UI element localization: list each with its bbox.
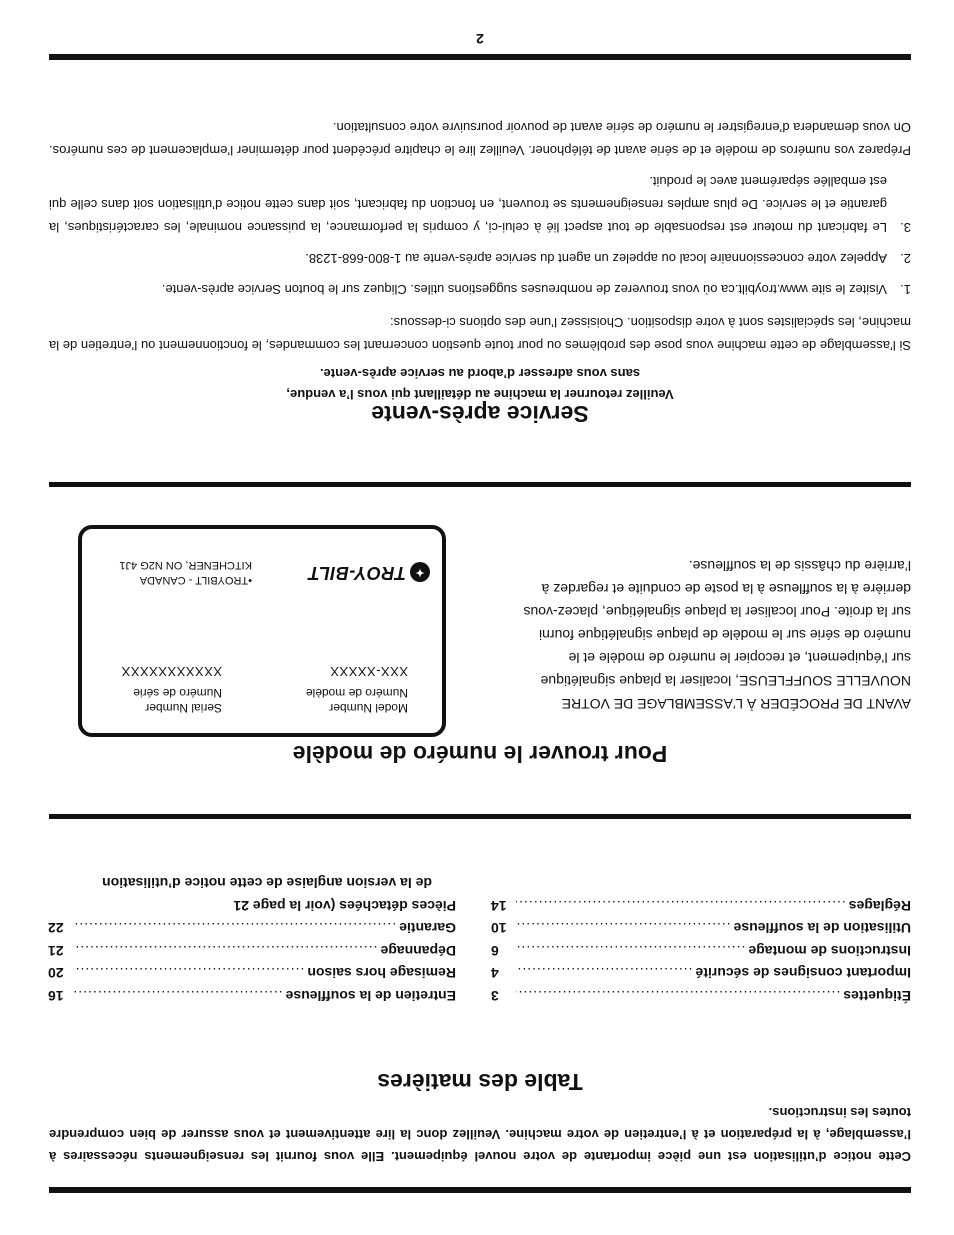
plate-address-line2: KITCHENER, ON N2G 4J1	[119, 559, 252, 571]
service-option-number: 1.	[900, 282, 911, 297]
toc-entry-label: Entretien de la souffleuse	[285, 988, 456, 1004]
toc-leader	[73, 985, 283, 1008]
toc-entry-label: Important consignes de sécurité	[695, 965, 911, 982]
toc-entry-page: 3	[491, 988, 499, 1004]
toc-leader	[516, 917, 731, 940]
page-number: 2	[476, 31, 484, 47]
toc-entry-note: de la version anglaise de cette notice d’utilisation	[102, 875, 432, 892]
toc-entry-securite[interactable]	[491, 962, 911, 985]
service-option-number: 3.	[900, 220, 911, 235]
service-subtitle	[49, 363, 911, 405]
service-body	[49, 106, 911, 357]
service-option-text: Visitez le site www.troybilt.ca où vous trouverez de nombreuses suggestions utiles. Cliquez sur le bouton Service après-vente.	[161, 282, 887, 297]
toc-entry-etiquettes[interactable]	[491, 985, 911, 1008]
service-option-text: Appelez votre concessionnaire local ou appelez un agent du service après-vente au 1-800-668-1238.	[305, 251, 887, 266]
plate-address	[119, 557, 252, 587]
toc-entry-label: Pièces détachées (voir la page 21	[233, 898, 456, 914]
service-option	[49, 278, 911, 301]
service-option-number: 2.	[900, 251, 911, 266]
plate-serial-label-en: Serial Number	[145, 701, 222, 715]
toc-right-column	[48, 872, 456, 1007]
brand-wordmark: TROY-BILT	[308, 563, 406, 583]
model-section-title: Pour trouver le numéro de modèle	[292, 741, 668, 767]
toc-entry-label: Garantie	[399, 920, 456, 937]
service-section-title: Service après-vente	[371, 401, 589, 427]
service-option	[49, 247, 911, 270]
toc-entry-page: 16	[48, 988, 64, 1004]
plate-model-column	[306, 664, 408, 715]
toc-leader	[73, 962, 304, 985]
intro-paragraph: Cette notice d’utilisation est une pièce importante de votre nouvel équipement. Elle vous fournit les renseignements nécessaires à l’assemblage, à la préparation et à l’entretien de votre machine. Veuillez donc la lire attentivement et vous assurer de bien comprendre toutes les instructions.	[49, 1105, 911, 1164]
toc-leader	[516, 895, 846, 918]
model-plate-illustration	[78, 525, 446, 737]
toc-entry-pieces[interactable]	[48, 895, 456, 918]
plate-model-value: XXX-XXXXX	[329, 664, 408, 679]
top-divider	[49, 1187, 911, 1193]
toc-entry-page: 6	[491, 943, 499, 959]
toc-entry-entretien[interactable]	[48, 985, 456, 1008]
toc-entry-page: 20	[48, 965, 64, 982]
brand-badge-icon: ✦	[410, 563, 430, 583]
toc-entry-label: Utilisation de la souffleuse	[733, 920, 911, 937]
toc-entry-label: Étiquettes	[843, 988, 911, 1004]
toc-entry-page: 21	[48, 943, 64, 959]
service-options-list	[49, 170, 911, 301]
toc-entry-reglages[interactable]	[491, 895, 911, 918]
toc-entry-page: 4	[491, 965, 499, 982]
toc-entry-label: Dépannage	[380, 943, 456, 959]
toc-entry-label: Réglages	[848, 898, 911, 914]
service-subtitle-line1: Veuillez retourner la machine au détaillant qui vous l’a vendue,	[286, 387, 674, 402]
service-subtitle-line2: sans vous adresser d’abord au service après-vente.	[319, 366, 641, 381]
toc-leader	[73, 917, 396, 940]
service-option	[49, 170, 911, 239]
service-intro: Si l’assemblage de cette machine vous pose des problèmes ou pour toute question concernant les commandes, le fonctionnement ou l’entretien de la machine, les spécialistes sont à votre disposition. Choisissez l’une des options ci-dessous:	[49, 315, 911, 353]
model-instructions-caps: AVANT DE PROCÉDER À L’ASSEMBLAGE DE VOTRE NOUVELLE SOUFFLEUSE,	[561, 673, 911, 712]
toc-entry-remisage[interactable]	[48, 962, 456, 985]
plate-serial-label-fr: Numéro de série	[133, 686, 222, 700]
toc-entry-page: 10	[491, 920, 507, 937]
toc-entry-page: 14	[491, 898, 507, 914]
plate-address-line1: •TROYBILT - CANADA	[139, 574, 252, 586]
toc-leader	[73, 940, 378, 963]
toc-leader	[516, 985, 840, 1008]
toc-left-column	[491, 895, 911, 1008]
plate-serial-value: XXXXXXXXXXX	[121, 664, 222, 679]
toc-entry-garantie[interactable]	[48, 917, 456, 940]
model-instructions-body: localiser la plaque signalétique sur l’équipement, et recopier le numéro de modèle et le numéro de série sur le modèle de plaque signalétique fourni sur la droite. Pour localiser la plaque signalétique, placez-vous derrière à la souffleuse à la poste de conduite et regardez à l’arrière du châssis de la souffleuse.	[523, 558, 911, 689]
model-instructions	[519, 554, 911, 715]
service-option-text: Le fabricant du moteur est responsable de tout aspect lié à celui-ci, y compris la performance, la puissance nominale, les caractéristiques, la garantie et le service. De plus amples renseignements se trouvent, en fonction du fabricant, soit dans cette notice d’utilisation soit dans celle qui est emballée séparément avec le produit.	[49, 174, 887, 235]
plate-model-label-en: Model Number	[329, 701, 408, 715]
bottom-divider	[49, 54, 911, 60]
toc-entry-montage[interactable]	[491, 940, 911, 963]
toc-entry-utilisation[interactable]	[491, 917, 911, 940]
plate-model-label-fr: Numéro de modèle	[305, 686, 408, 700]
section-divider	[49, 814, 911, 819]
toc-leader	[516, 962, 693, 985]
toc-entry-label: Remisage hors saison	[307, 965, 456, 982]
toc-title: Table des matières	[377, 1069, 583, 1095]
section-divider	[49, 482, 911, 487]
plate-serial-column	[121, 664, 222, 715]
service-closing: Préparez vos numéros de modèle et de série avant de téléphoner. Veuillez lire le chapitre précédent pour déterminer l’emplacement de ces numéros. On vous demandera d’enregistrer le numéro de série avant de pouvoir poursuivre votre consultation.	[49, 120, 911, 158]
toc-entry-depannage[interactable]	[48, 940, 456, 963]
toc-entry-label: Instructions de montage	[748, 943, 911, 959]
toc-leader	[516, 940, 745, 963]
toc-entry-page: 22	[48, 920, 64, 937]
troybilt-logo	[308, 562, 430, 583]
